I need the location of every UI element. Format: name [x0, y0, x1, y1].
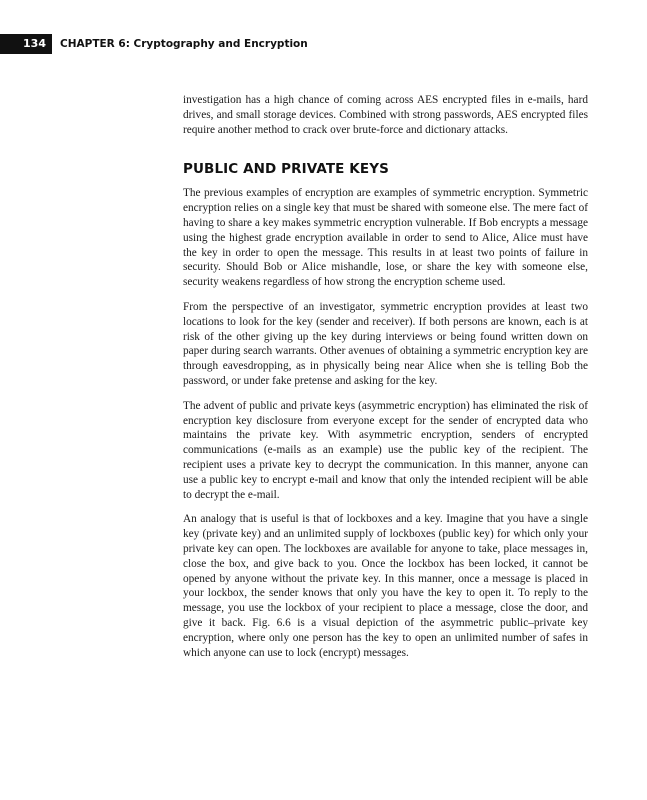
body-paragraph-4: An analogy that is useful is that of lockboxes and a key. Imagine that you have a single key (private key) and an unlimited supply of lockboxes (public key) for which only your private key can open. The lockboxes are available for anyone to take, place messages in, close the box, and give back to you. Once the lockbox has been locked, it cannot be opened by anyone without the private key. In this manner, once a message is placed in your lockbox, the sender knows that only you have the key to open it. To reply to the message, you use the lockbox of your recipient to place a message, close the door, and give it back. Fig. 6.6 is a visual depiction of the asymmetric public–private key encryption, where only one person has the key to open an unlimited number of safes in which anyone can use to lock (encrypt) messages.: [183, 513, 588, 659]
body-paragraph-3: The advent of public and private keys (asymmetric encryption) has eliminated the risk of encryption key disclosure from everyone except for the sender of encrypted data who maintains the private key. With asymmetric encryption, senders of encrypted communications (e-mails as an example) use the public key of the recipient. The recipient uses a private key to decrypt the communication. In this manner, anyone can use a public key to encrypt e-mail and know that only the intended recipient will be able to decrypt the e-mail.: [183, 399, 588, 501]
intro-paragraph: investigation has a high chance of coming across AES encrypted files in e-mails, hard drives, and small storage devices. Combined with strong passwords, AES encrypted files require another method to crack over brute-force and dictionary attacks.: [183, 94, 588, 136]
section-heading: PUBLIC AND PRIVATE KEYS: [183, 161, 389, 178]
body-paragraph-2: From the perspective of an investigator, symmetric encryption provides at least two locations to look for the key (sender and receiver). If both persons are known, each is at risk of the other giving up the key during interviews or being found written down on paper during search warrants. Other avenues of obtaining a symmetric encryption key are through eavesdropping, as in physically being near Alice when she is telling Bob the password, or under fake pretense and asking for the key.: [183, 300, 588, 387]
body-paragraph-1: The previous examples of encryption are examples of symmetric encryption. Symmetric encryption relies on a single key that must be shared with someone else. The mere fact of having to share a key makes symmetric encryption vulnerable. If Bob encrypts a message using the highest grade encryption available in order to send to Alice, Alice must have the key in order to open the message. This results in at least two points of failure in security. Should Bob or Alice mishandle, lose, or share the key with someone else, security weakens regardless of how strong the encryption scheme used.: [183, 187, 588, 289]
page-number: 134: [0, 34, 52, 54]
page-body: [183, 93, 588, 670]
chapter-title: CHAPTER 6: Cryptography and Encryption: [60, 38, 308, 50]
page-header: [0, 34, 647, 54]
